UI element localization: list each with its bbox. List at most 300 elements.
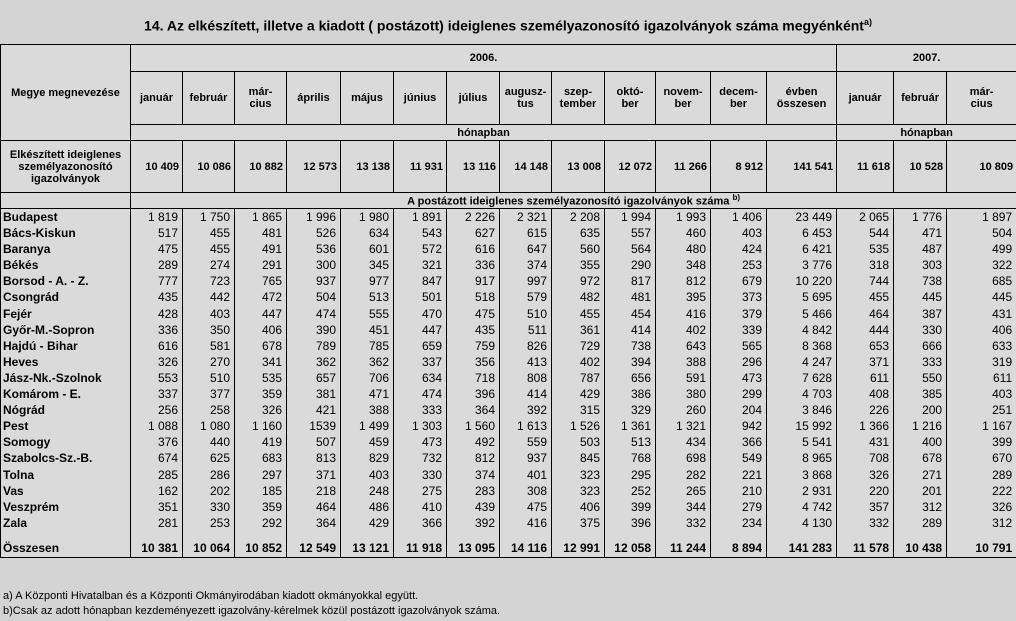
header.months_2006-header [656,72,711,125]
cell-value: 401 [500,467,552,483]
cell-value: 611 [837,370,894,386]
cell-value: 421 [287,402,341,418]
cell-value: 12 991 [552,539,605,558]
cell-value: 1 088 [131,418,183,434]
table-row [1,434,1016,450]
cell-value: 286 [183,467,235,483]
month-label: decem- [719,86,758,98]
cell-value: 517 [131,225,183,241]
cell-value: 374 [500,257,552,273]
table-body [1,45,1016,558]
header.months_2006-header [341,72,394,125]
header-unit-row [1,125,1016,141]
header.months_2006-header [235,72,287,125]
cell-value: 424 [711,241,767,257]
cell-value: 550 [894,370,947,386]
cell-value: 271 [894,467,947,483]
cell-value: 738 [605,338,656,354]
cell-value: 471 [341,386,394,402]
cell-value: 364 [287,515,341,531]
cell-value: 295 [605,467,656,483]
header-year-row [1,45,1016,72]
cell-value: 1 996 [287,209,341,226]
month-label: január [848,92,882,104]
cell-value: 3 846 [767,402,837,418]
cell-value: 2 208 [552,209,605,226]
cell-value: 11 918 [394,539,447,558]
header-month-row [1,72,1016,125]
cell-value: 942 [711,418,767,434]
cell-value: 1 167 [947,418,1016,434]
cell-value: 248 [341,483,394,499]
cell-value: 481 [235,225,287,241]
cell-value: 473 [711,370,767,386]
cell-value: 1 406 [711,209,767,226]
cell-value: 1 891 [394,209,447,226]
header.months_2006-header [552,72,605,125]
county-name: Békés [1,257,131,273]
county-name: Összesen [1,539,131,558]
county-name: Komárom - E. [1,386,131,402]
cell-value: 455 [552,306,605,322]
cell-value: 1 750 [183,209,235,226]
cell-value: 336 [131,322,183,338]
cell-value: 220 [837,483,894,499]
table-row [1,515,1016,531]
cell-value: 501 [394,289,447,305]
cell-value: 222 [947,483,1016,499]
cell-value: 357 [837,499,894,515]
cell-value: 787 [552,370,605,386]
cell-value: 202 [183,483,235,499]
elkeszitett-row [1,141,1016,193]
cell-value: 601 [341,241,394,257]
table-row [1,289,1016,305]
elkeszitett-value: 13 116 [447,141,500,193]
cell-value: 366 [711,434,767,450]
cell-value: 392 [447,515,500,531]
cell-value: 406 [947,322,1016,338]
cell-value: 729 [552,338,605,354]
county-name: Nógrád [1,402,131,418]
county-name: Győr-M.-Sopron [1,322,131,338]
cell-value: 326 [837,467,894,483]
month-label: augusz- [504,86,547,98]
cell-value: 377 [183,386,235,402]
cell-value: 492 [447,434,500,450]
cell-value: 312 [947,515,1016,531]
cell-value: 362 [341,354,394,370]
cell-value: 591 [656,370,711,386]
elkeszitett-value: 13 138 [341,141,394,193]
header.months_2006-header [447,72,500,125]
cell-value: 8 894 [711,539,767,558]
cell-value: 845 [552,450,605,466]
cell-value: 350 [183,322,235,338]
cell-value: 553 [131,370,183,386]
cell-value: 201 [894,483,947,499]
cell-value: 765 [235,273,287,289]
cell-value: 312 [894,499,947,515]
total-row [1,539,1016,558]
cell-value: 429 [552,386,605,402]
cell-value: 977 [341,273,394,289]
cell-value: 459 [341,434,394,450]
table-row [1,241,1016,257]
cell-value: 402 [656,322,711,338]
cell-value: 4 742 [767,499,837,515]
cell-value: 785 [341,338,394,354]
cell-value: 10 381 [131,539,183,558]
cell-value: 388 [341,402,394,418]
cell-value: 10 852 [235,539,287,558]
cell-value: 289 [131,257,183,273]
cell-value: 464 [837,306,894,322]
table-row [1,483,1016,499]
cell-value: 444 [837,322,894,338]
cell-value: 403 [947,386,1016,402]
cell-value: 503 [552,434,605,450]
cell-value: 454 [605,306,656,322]
cell-value: 13 121 [341,539,394,558]
cell-value: 414 [500,386,552,402]
header.months_2006-header [767,72,837,125]
cell-value: 2 065 [837,209,894,226]
cell-value: 536 [287,241,341,257]
cell-value: 1 993 [656,209,711,226]
cell-value: 679 [711,273,767,289]
cell-value: 308 [500,483,552,499]
county-name: Fejér [1,306,131,322]
county-name: Szabolcs-Sz.-B. [1,450,131,466]
cell-value: 13 095 [447,539,500,558]
cell-value: 15 992 [767,418,837,434]
cell-value: 403 [711,225,767,241]
cell-value: 303 [894,257,947,273]
cell-value: 431 [947,306,1016,322]
cell-value: 5 466 [767,306,837,322]
cell-value: 6 453 [767,225,837,241]
elkeszitett-value: 12 072 [605,141,656,193]
cell-value: 390 [287,322,341,338]
cell-value: 285 [131,467,183,483]
cell-value: 708 [837,450,894,466]
month-label: május [351,92,383,104]
header.months_2006-header [394,72,447,125]
cell-value: 8 965 [767,450,837,466]
cell-value: 12 549 [287,539,341,558]
cell-value: 555 [341,306,394,322]
cell-value: 560 [552,241,605,257]
cell-value: 685 [947,273,1016,289]
cell-value: 260 [656,402,711,418]
cell-value: 447 [394,322,447,338]
cell-value: 379 [711,306,767,322]
cell-value: 1 526 [552,418,605,434]
elkeszitett-value: 10 086 [183,141,235,193]
cell-value: 510 [183,370,235,386]
cell-value: 403 [183,306,235,322]
cell-value: 634 [341,225,394,241]
elkeszitett-value: 141 541 [767,141,837,193]
cell-value: 251 [947,402,1016,418]
cell-value: 475 [447,306,500,322]
cell-value: 318 [837,257,894,273]
cell-value: 282 [656,467,711,483]
table-row [1,257,1016,273]
cell-value: 653 [837,338,894,354]
cell-value: 1 080 [183,418,235,434]
cell-value: 706 [341,370,394,386]
county-name: Jász-Nk.-Szolnok [1,370,131,386]
unit-2006-header: hónapban [131,125,837,141]
cell-value: 362 [287,354,341,370]
cell-value: 698 [656,450,711,466]
cell-value: 366 [394,515,447,531]
cell-value: 435 [447,322,500,338]
cell-value: 221 [711,467,767,483]
elkeszitett-value: 11 931 [394,141,447,193]
cell-value: 361 [552,322,605,338]
cell-value: 847 [394,273,447,289]
county-name: Csongrád [1,289,131,305]
table-row [1,322,1016,338]
cell-value: 549 [711,450,767,466]
cell-value: 678 [235,338,287,354]
header.months_2007-header [894,72,947,125]
cell-value: 323 [552,483,605,499]
cell-value: 253 [711,257,767,273]
footnotes [3,589,500,619]
cell-value: 419 [235,434,287,450]
cell-value: 333 [394,402,447,418]
cell-value: 300 [287,257,341,273]
table-row [1,306,1016,322]
cell-value: 356 [447,354,500,370]
cell-value: 326 [947,499,1016,515]
cell-value: 321 [394,257,447,273]
cell-value: 829 [341,450,394,466]
cell-value: 470 [394,306,447,322]
cell-value: 723 [183,273,235,289]
cell-value: 565 [711,338,767,354]
cell-value: 399 [947,434,1016,450]
cell-value: 1 613 [500,418,552,434]
county-name: Veszprém [1,499,131,515]
megye-header: Megye megnevezése [1,45,131,141]
cell-value: 440 [183,434,235,450]
cell-value: 406 [235,322,287,338]
cell-value: 445 [894,289,947,305]
cell-value: 1 819 [131,209,183,226]
cell-value: 416 [656,306,711,322]
cell-value: 1 994 [605,209,656,226]
cell-value: 768 [605,450,656,466]
cell-value: 510 [500,306,552,322]
cell-value: 460 [656,225,711,241]
cell-value: 442 [183,289,235,305]
month-label: április [297,92,330,104]
table-row [1,386,1016,402]
table-row [1,338,1016,354]
cell-value: 2 321 [500,209,552,226]
cell-value: 428 [131,306,183,322]
cell-value: 329 [605,402,656,418]
elkeszitett-value: 8 912 [711,141,767,193]
cell-value: 371 [287,467,341,483]
cell-value: 738 [894,273,947,289]
cell-value: 337 [131,386,183,402]
cell-value: 464 [287,499,341,515]
cell-value: 337 [394,354,447,370]
cell-value: 392 [500,402,552,418]
cell-value: 813 [287,450,341,466]
cell-value: 11 244 [656,539,711,558]
cell-value: 333 [894,354,947,370]
elkeszitett-value: 11 618 [837,141,894,193]
cell-value: 972 [552,273,605,289]
cell-value: 535 [235,370,287,386]
table-row [1,499,1016,515]
cell-value: 359 [235,386,287,402]
header.months_2006-header [711,72,767,125]
postazott-footnote-mark: b) [732,193,741,203]
cell-value: 657 [287,370,341,386]
month-label: cius [249,98,272,110]
cell-value: 258 [183,402,235,418]
cell-value: 380 [656,386,711,402]
cell-value: 526 [287,225,341,241]
cell-value: 627 [447,225,500,241]
cell-value: 330 [394,467,447,483]
cell-value: 431 [837,434,894,450]
cell-value: 410 [394,499,447,515]
cell-value: 289 [894,515,947,531]
cell-value: 481 [605,289,656,305]
cell-value: 279 [711,499,767,515]
cell-value: 564 [605,241,656,257]
cell-value: 917 [447,273,500,289]
cell-value: 396 [605,515,656,531]
cell-value: 475 [131,241,183,257]
cell-value: 385 [894,386,947,402]
month-label: tus [517,98,534,110]
county-name: Pest [1,418,131,434]
cell-value: 544 [837,225,894,241]
cell-value: 4 130 [767,515,837,531]
cell-value: 23 449 [767,209,837,226]
cell-value: 789 [287,338,341,354]
cell-value: 656 [605,370,656,386]
cell-value: 486 [341,499,394,515]
cell-value: 535 [837,241,894,257]
cell-value: 1 160 [235,418,287,434]
cell-value: 332 [656,515,711,531]
cell-value: 326 [235,402,287,418]
cell-value: 283 [447,483,500,499]
cell-value: 616 [131,338,183,354]
month-label: ber [674,98,692,110]
cell-value: 386 [605,386,656,402]
footnote-a: a) A Központi Hivatalban és a Központi Okmányirodában kiadott okmányokkal együtt. [3,590,419,602]
table-row [1,370,1016,386]
cell-value: 376 [131,434,183,450]
cell-value: 290 [605,257,656,273]
elkeszitett-value: 10 409 [131,141,183,193]
cell-value: 210 [711,483,767,499]
cell-value: 937 [500,450,552,466]
cell-value: 322 [947,257,1016,273]
cell-value: 292 [235,515,287,531]
cell-value: 336 [447,257,500,273]
cell-value: 511 [500,322,552,338]
footnote-b: b)Csak az adott hónapban kezdeményezett igazolvány-kérelmek közül postázott igazolványok száma. [3,605,501,617]
cell-value: 339 [711,322,767,338]
cell-value: 1 980 [341,209,394,226]
cell-value: 625 [183,450,235,466]
cell-value: 447 [235,306,287,322]
cell-value: 289 [947,467,1016,483]
cell-value: 5 541 [767,434,837,450]
cell-value: 2 931 [767,483,837,499]
cell-value: 8 368 [767,338,837,354]
cell-value: 10 064 [183,539,235,558]
cell-value: 374 [447,467,500,483]
cell-value: 416 [500,515,552,531]
table-row [1,402,1016,418]
county-name: Tolna [1,467,131,483]
cell-value: 826 [500,338,552,354]
county-name: Vas [1,483,131,499]
month-label: novem- [663,86,703,98]
cell-value: 10 791 [947,539,1016,558]
county-name: Borsod - A. - Z. [1,273,131,289]
cell-value: 435 [131,289,183,305]
elkeszitett-value: 14 148 [500,141,552,193]
cell-value: 678 [894,450,947,466]
cell-value: 473 [394,434,447,450]
table-row [1,467,1016,483]
cell-value: 579 [500,289,552,305]
cell-value: 455 [837,289,894,305]
header.months_2006-header [500,72,552,125]
cell-value: 381 [287,386,341,402]
cell-value: 10 438 [894,539,947,558]
cell-value: 1 499 [341,418,394,434]
county-name: Baranya [1,241,131,257]
cell-value: 400 [894,434,947,450]
cell-value: 297 [235,467,287,483]
cell-value: 518 [447,289,500,305]
header.months_2006-header [287,72,341,125]
cell-value: 351 [131,499,183,515]
cell-value: 1 303 [394,418,447,434]
cell-value: 1539 [287,418,341,434]
month-label: októ- [616,86,644,98]
cell-value: 319 [947,354,1016,370]
cell-value: 732 [394,450,447,466]
cell-value: 299 [711,386,767,402]
cell-value: 812 [656,273,711,289]
cell-value: 1 321 [656,418,711,434]
cell-value: 674 [131,450,183,466]
cell-value: 808 [500,370,552,386]
cell-value: 513 [341,289,394,305]
cell-value: 402 [552,354,605,370]
county-name: Hajdú - Bihar [1,338,131,354]
cell-value: 291 [235,257,287,273]
cell-value: 359 [235,499,287,515]
